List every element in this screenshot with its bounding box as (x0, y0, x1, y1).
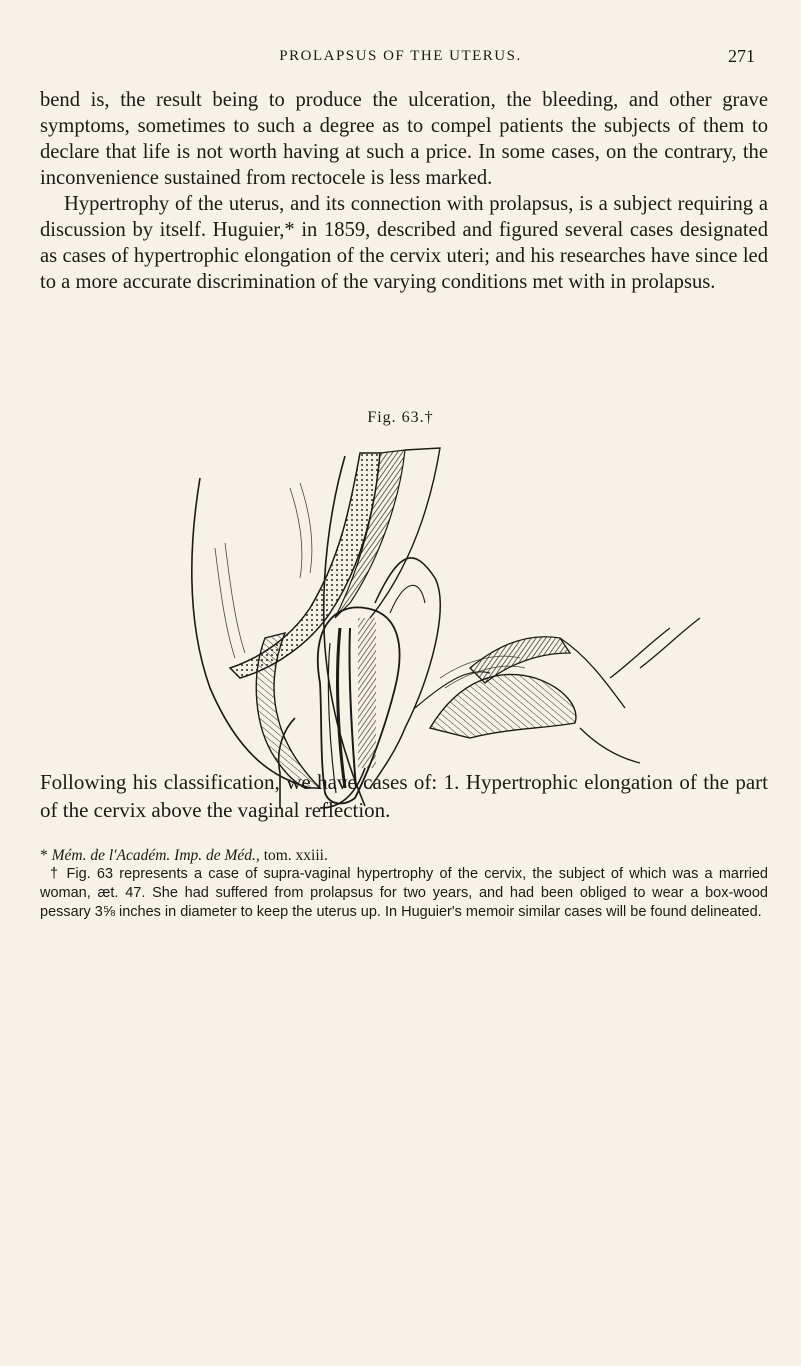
rectum (256, 633, 320, 788)
figure-caption: Fig. 63.† (367, 409, 434, 426)
running-title: PROLAPSUS OF THE UTERUS. (279, 48, 522, 64)
footnote-1-mark: * (40, 847, 52, 864)
footnotes (40, 846, 768, 922)
footnote-2: † Fig. 63 represents a case of supra-vaginal hypertrophy of the cervix, the subject of which was a married woman, æt. 47. She had suffered from prolapsus for two years, and had been obliged to wear a box-wood pessary 3⅝ inches in diameter to keep the uterus up. In Huguier's memoir similar cases will be found delineated. (40, 866, 768, 920)
bladder-and-pubis (415, 637, 576, 738)
page-number: 271 (728, 46, 755, 66)
footnote-1 (40, 846, 768, 865)
paragraph-1: bend is, the result being to produce the ulceration, the bleeding, and other grave symptoms, sometimes to such a degree as to compel patients the subjects of them to declare that life is not worth having at such a price. In some cases, on the contrary, the inconvenience sustained from rectocele is less marked. (40, 89, 768, 189)
vagina-and-perineum (370, 558, 440, 788)
running-head (40, 46, 761, 72)
continuation-text: Following his classification, we have cases of: 1. Hypertrophic elongation of the part of the cervix above the vaginal reflection. (40, 770, 768, 822)
spine-and-sacrum (230, 448, 440, 678)
abdominal-wall (560, 618, 700, 763)
body-text (40, 87, 768, 295)
footnote-1-rest: tom. xxiii. (259, 847, 328, 864)
anatomical-illustration (170, 428, 730, 810)
paragraph-2: Hypertrophy of the uterus, and its connection with prolapsus, is a subject requiring a discussion by itself. Huguier,* in 1859, described and figured several cases designated as cases of hypertrophic elongation of the cervix uteri; and his researches have since led to a more accurate discrimination of the varying conditions met with in prolapsus. (40, 193, 768, 293)
footnote-1-citation: Mém. de l'Académ. Imp. de Méd., (51, 847, 260, 864)
anatomical-engraving (170, 428, 730, 810)
